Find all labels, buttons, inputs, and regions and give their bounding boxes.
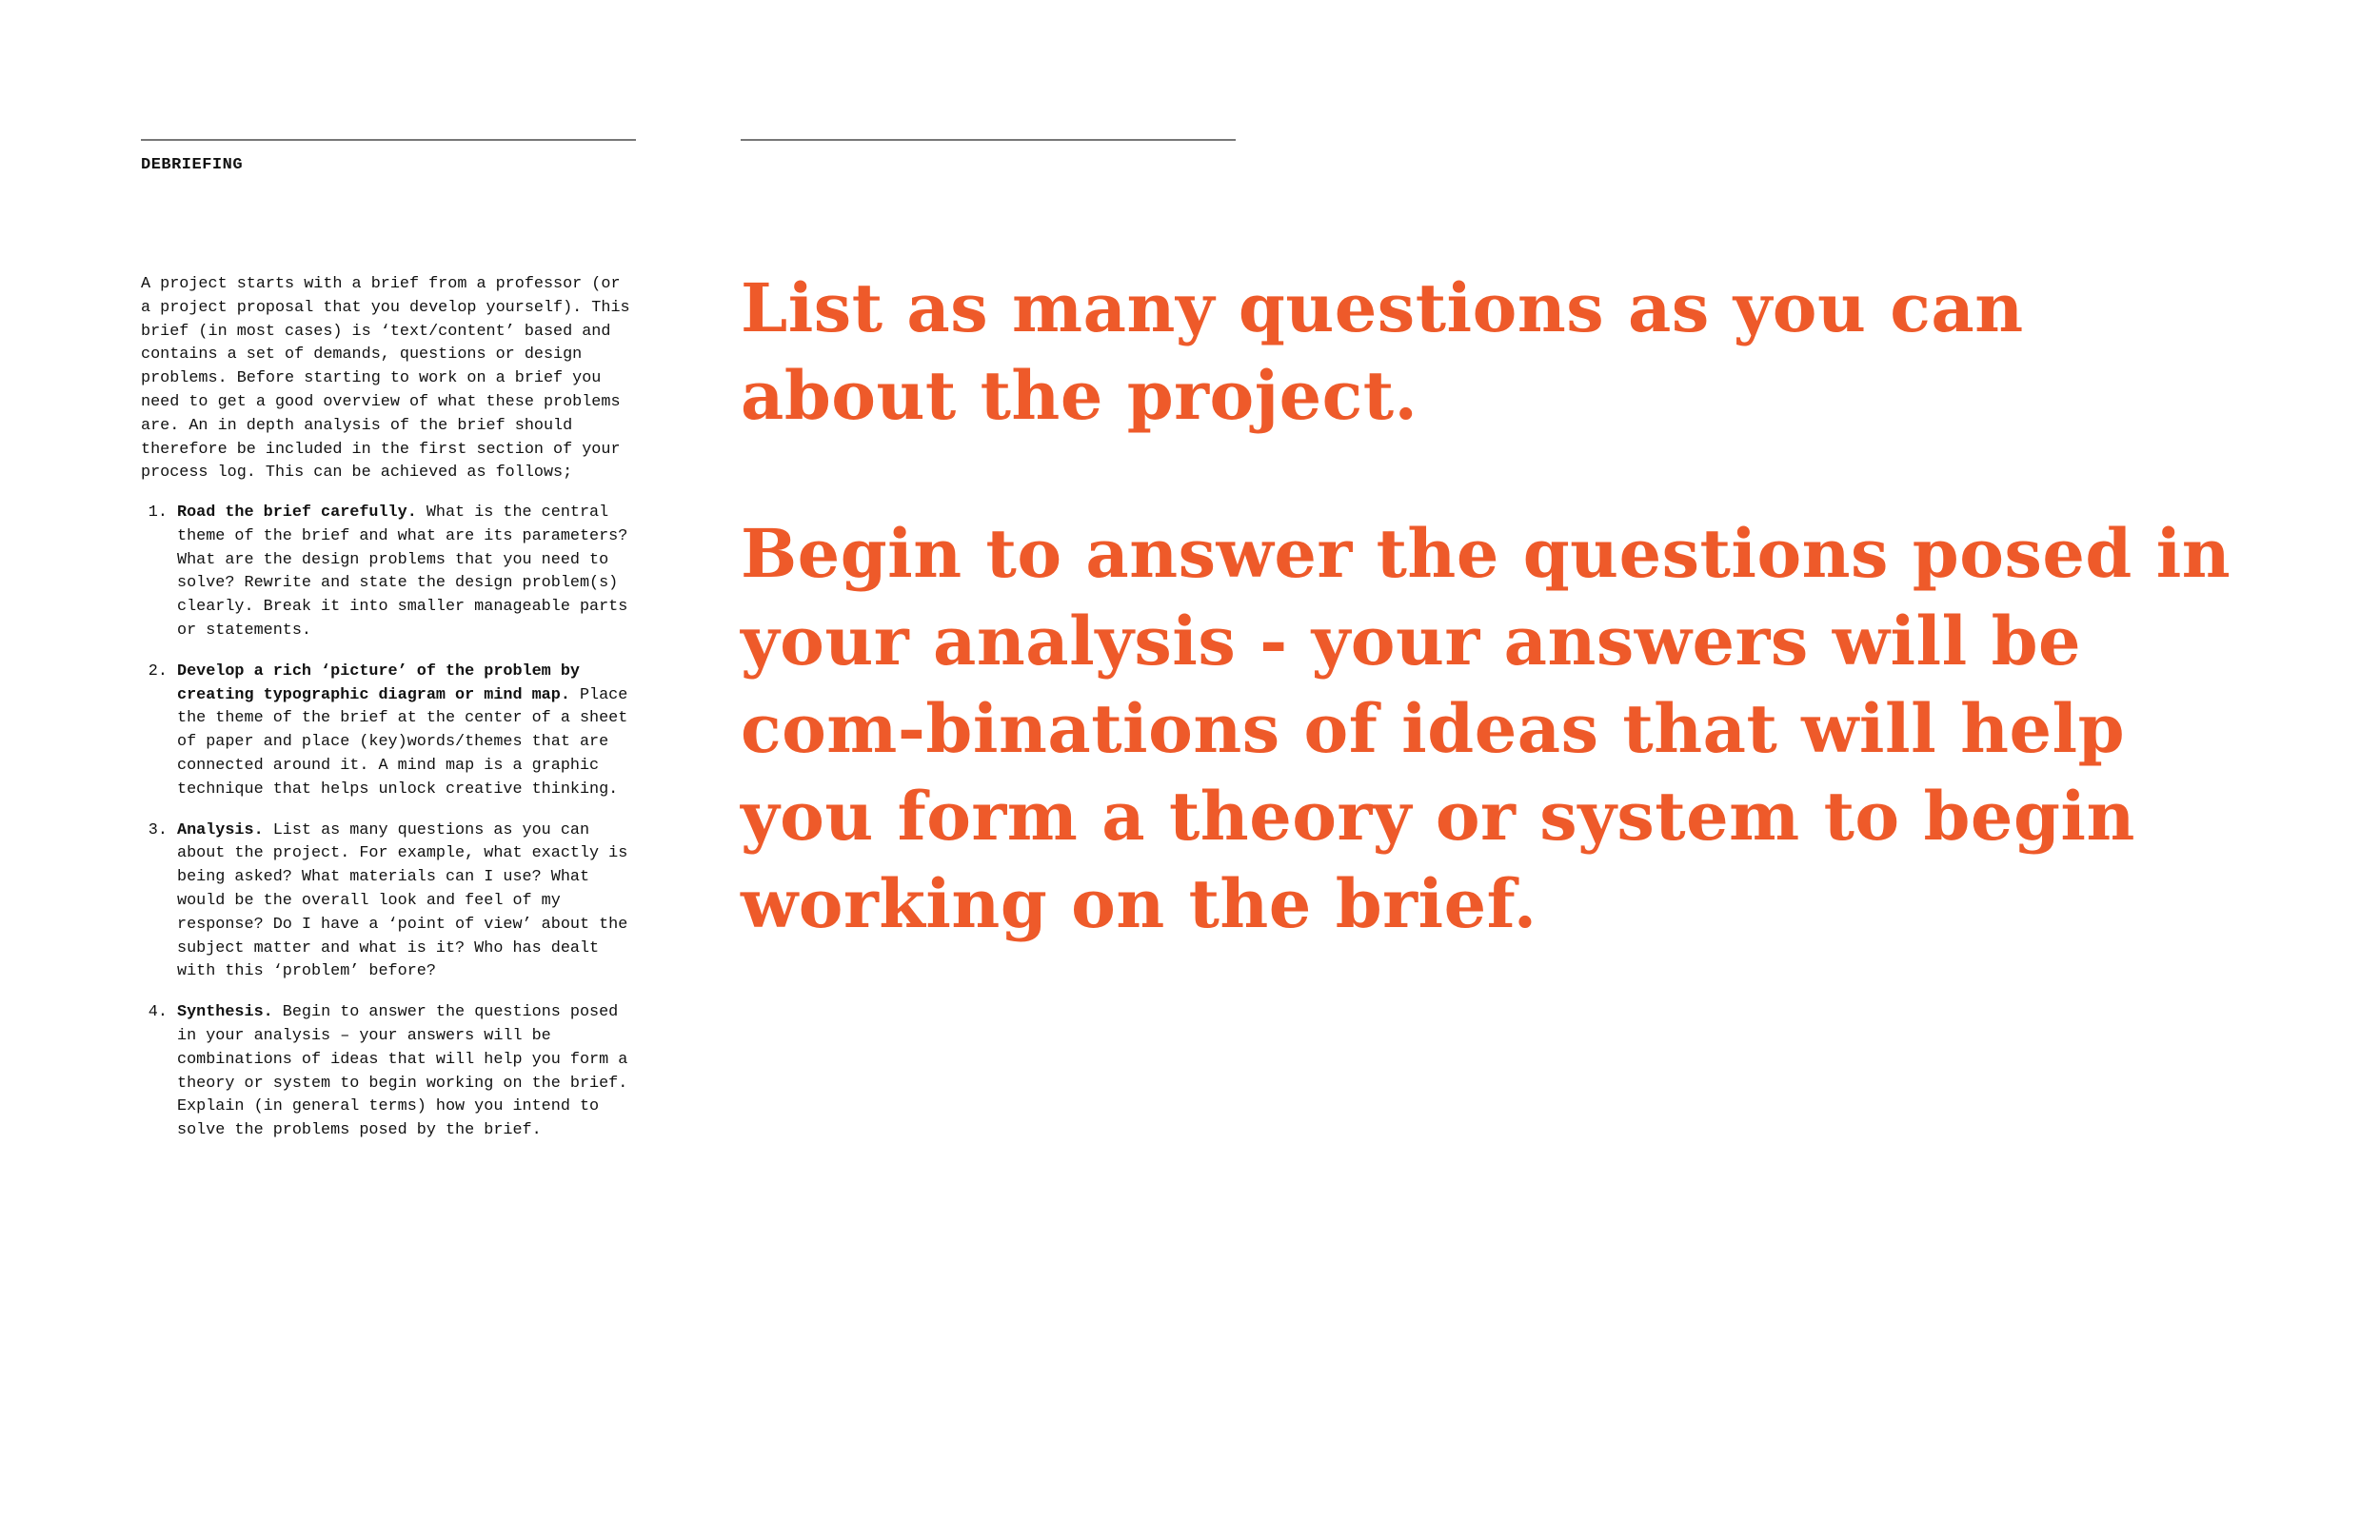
step-text: What is the central theme of the brief and what are its parameters? What are the design problems that you need to solve? Rewrite and state the design problem(s) clearly. Break it into smaller manageable parts or statements. (177, 503, 628, 640)
pull-quote-synthesis: Begin to answer the questions posed in your analysis - your answers will be com-binations of ideas that will help you form a theory or system to begin working on the brief. (741, 514, 2231, 943)
step-text: Place the theme of the brief at the center of a sheet of paper and place (key)words/themes that are connected around it. A mind map is a graphic technique that helps unlock creative thinking. (177, 685, 628, 799)
step-title: Synthesis. (177, 1003, 273, 1022)
list-item (177, 819, 636, 985)
step-text: List as many questions as you can about the project. For example, what exactly is being asked? What materials can I use? What would be the overall look and feel of my response? Do I have a ‘point of view’ about the subject matter and what is it? Who has dealt with this ‘problem’ before? (177, 820, 628, 981)
list-item (177, 1001, 636, 1143)
right-column (741, 139, 2245, 948)
step-title: Road the brief carefully. (177, 503, 417, 522)
list-item (177, 502, 636, 643)
list-item (177, 661, 636, 802)
section-heading: DEBRIEFING (141, 156, 244, 174)
right-divider (741, 139, 1236, 141)
left-column (141, 139, 636, 1160)
pull-quote-analysis: List as many questions as you can about the project. (741, 268, 2024, 435)
steps-list (141, 502, 636, 1143)
step-title: Develop a rich ‘picture’ of the problem by creating typographic diagram or mind map. (177, 661, 580, 704)
intro-paragraph: A project starts with a brief from a professor (or a project proposal that you develop yourself). This brief (in most cases) is ‘text/content’ based and contains a set of demands, questions or design problems. Before starting to work on a brief you need to get a good overview of what these problems are. An in depth analysis of the brief should therefore be included in the first section of your process log. This can be achieved as follows; (141, 275, 630, 483)
step-title: Analysis. (177, 820, 264, 839)
left-divider (141, 139, 636, 141)
step-text: Begin to answer the questions posed in your analysis – your answers will be combinations of ideas that will help you form a theory or system to begin working on the brief. Explain (in general terms) how you intend to solve the problems posed by the brief. (177, 1003, 628, 1140)
